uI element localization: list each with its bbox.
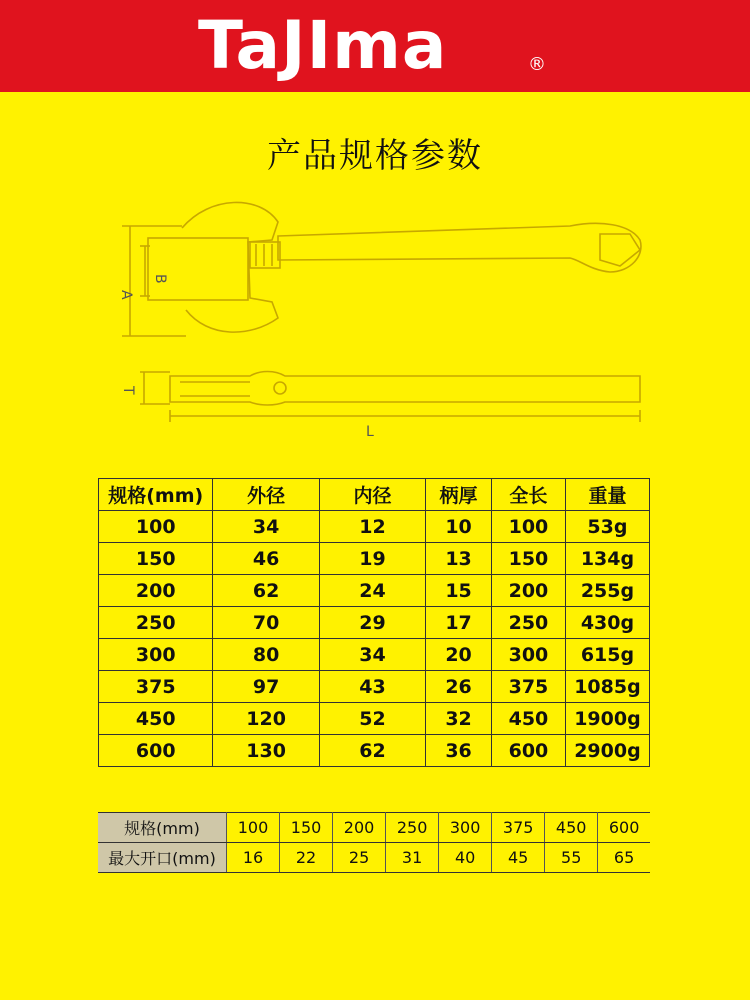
table-cell: 22 xyxy=(280,843,333,873)
header-cell: 外径 xyxy=(213,479,319,511)
table-cell: 25 xyxy=(333,843,386,873)
header-cell: 全长 xyxy=(491,479,565,511)
table-cell: 34 xyxy=(319,639,425,671)
table-cell: 53g xyxy=(565,511,649,543)
row-label: 最大开口(mm) xyxy=(98,843,227,873)
table-cell: 255g xyxy=(565,575,649,607)
table-cell: 375 xyxy=(492,813,545,843)
table-row xyxy=(99,735,650,767)
table-cell: 80 xyxy=(213,639,319,671)
table-cell: 20 xyxy=(426,639,492,671)
table-cell: 17 xyxy=(426,607,492,639)
table-cell: 65 xyxy=(598,843,650,873)
dimension-label-t: T xyxy=(120,386,136,395)
table-row xyxy=(98,813,650,843)
table-cell: 43 xyxy=(319,671,425,703)
dimension-label-l: L xyxy=(366,424,374,440)
table-cell: 1900g xyxy=(565,703,649,735)
table-cell: 450 xyxy=(491,703,565,735)
dimension-label-b: B xyxy=(152,274,168,284)
table-cell: 150 xyxy=(491,543,565,575)
table-cell: 100 xyxy=(491,511,565,543)
table-cell: 200 xyxy=(333,813,386,843)
registered-mark: ® xyxy=(528,54,546,75)
table-cell: 16 xyxy=(227,843,280,873)
table-cell: 55 xyxy=(545,843,598,873)
brand-header xyxy=(0,0,750,92)
table-cell: 62 xyxy=(213,575,319,607)
table-cell: 250 xyxy=(99,607,213,639)
table-cell: 40 xyxy=(439,843,492,873)
table-cell: 150 xyxy=(99,543,213,575)
table-cell: 70 xyxy=(213,607,319,639)
table-row xyxy=(99,575,650,607)
table-cell: 100 xyxy=(227,813,280,843)
header-cell: 内径 xyxy=(319,479,425,511)
table-cell: 120 xyxy=(213,703,319,735)
tajima-logo: TaJIma xyxy=(198,7,448,84)
table-cell: 2900g xyxy=(565,735,649,767)
table-cell: 130 xyxy=(213,735,319,767)
table-cell: 134g xyxy=(565,543,649,575)
spec-header-row xyxy=(99,479,650,511)
table-cell: 62 xyxy=(319,735,425,767)
table-row xyxy=(99,543,650,575)
table-cell: 15 xyxy=(426,575,492,607)
table-row xyxy=(99,511,650,543)
table-cell: 300 xyxy=(491,639,565,671)
table-cell: 97 xyxy=(213,671,319,703)
table-cell: 600 xyxy=(598,813,650,843)
table-cell: 24 xyxy=(319,575,425,607)
table-cell: 19 xyxy=(319,543,425,575)
table-row xyxy=(99,703,650,735)
table-cell: 45 xyxy=(492,843,545,873)
table-row xyxy=(99,671,650,703)
table-cell: 300 xyxy=(99,639,213,671)
table-cell: 46 xyxy=(213,543,319,575)
table-cell: 300 xyxy=(439,813,492,843)
spec-table xyxy=(98,478,650,767)
header-cell: 柄厚 xyxy=(426,479,492,511)
table-cell: 250 xyxy=(491,607,565,639)
dimension-label-a: A xyxy=(118,290,134,300)
table-cell: 200 xyxy=(491,575,565,607)
table-cell: 600 xyxy=(99,735,213,767)
table-cell: 10 xyxy=(426,511,492,543)
table-cell: 600 xyxy=(491,735,565,767)
opening-table xyxy=(98,812,650,873)
table-cell: 26 xyxy=(426,671,492,703)
table-row xyxy=(99,639,650,671)
table-cell: 450 xyxy=(99,703,213,735)
header-cell: 规格(mm) xyxy=(99,479,213,511)
table-cell: 52 xyxy=(319,703,425,735)
table-cell: 29 xyxy=(319,607,425,639)
table-cell: 430g xyxy=(565,607,649,639)
table-row xyxy=(98,843,650,873)
row-label: 规格(mm) xyxy=(98,813,227,843)
table-cell: 450 xyxy=(545,813,598,843)
table-cell: 150 xyxy=(280,813,333,843)
table-cell: 12 xyxy=(319,511,425,543)
table-cell: 1085g xyxy=(565,671,649,703)
table-cell: 36 xyxy=(426,735,492,767)
wrench-diagram xyxy=(100,190,660,450)
table-cell: 200 xyxy=(99,575,213,607)
table-cell: 31 xyxy=(386,843,439,873)
page-title: 产品规格参数 xyxy=(267,136,483,176)
table-cell: 34 xyxy=(213,511,319,543)
table-cell: 375 xyxy=(99,671,213,703)
table-row xyxy=(99,607,650,639)
table-cell: 32 xyxy=(426,703,492,735)
table-cell: 250 xyxy=(386,813,439,843)
table-cell: 375 xyxy=(491,671,565,703)
table-cell: 100 xyxy=(99,511,213,543)
header-cell: 重量 xyxy=(565,479,649,511)
table-cell: 615g xyxy=(565,639,649,671)
table-cell: 13 xyxy=(426,543,492,575)
